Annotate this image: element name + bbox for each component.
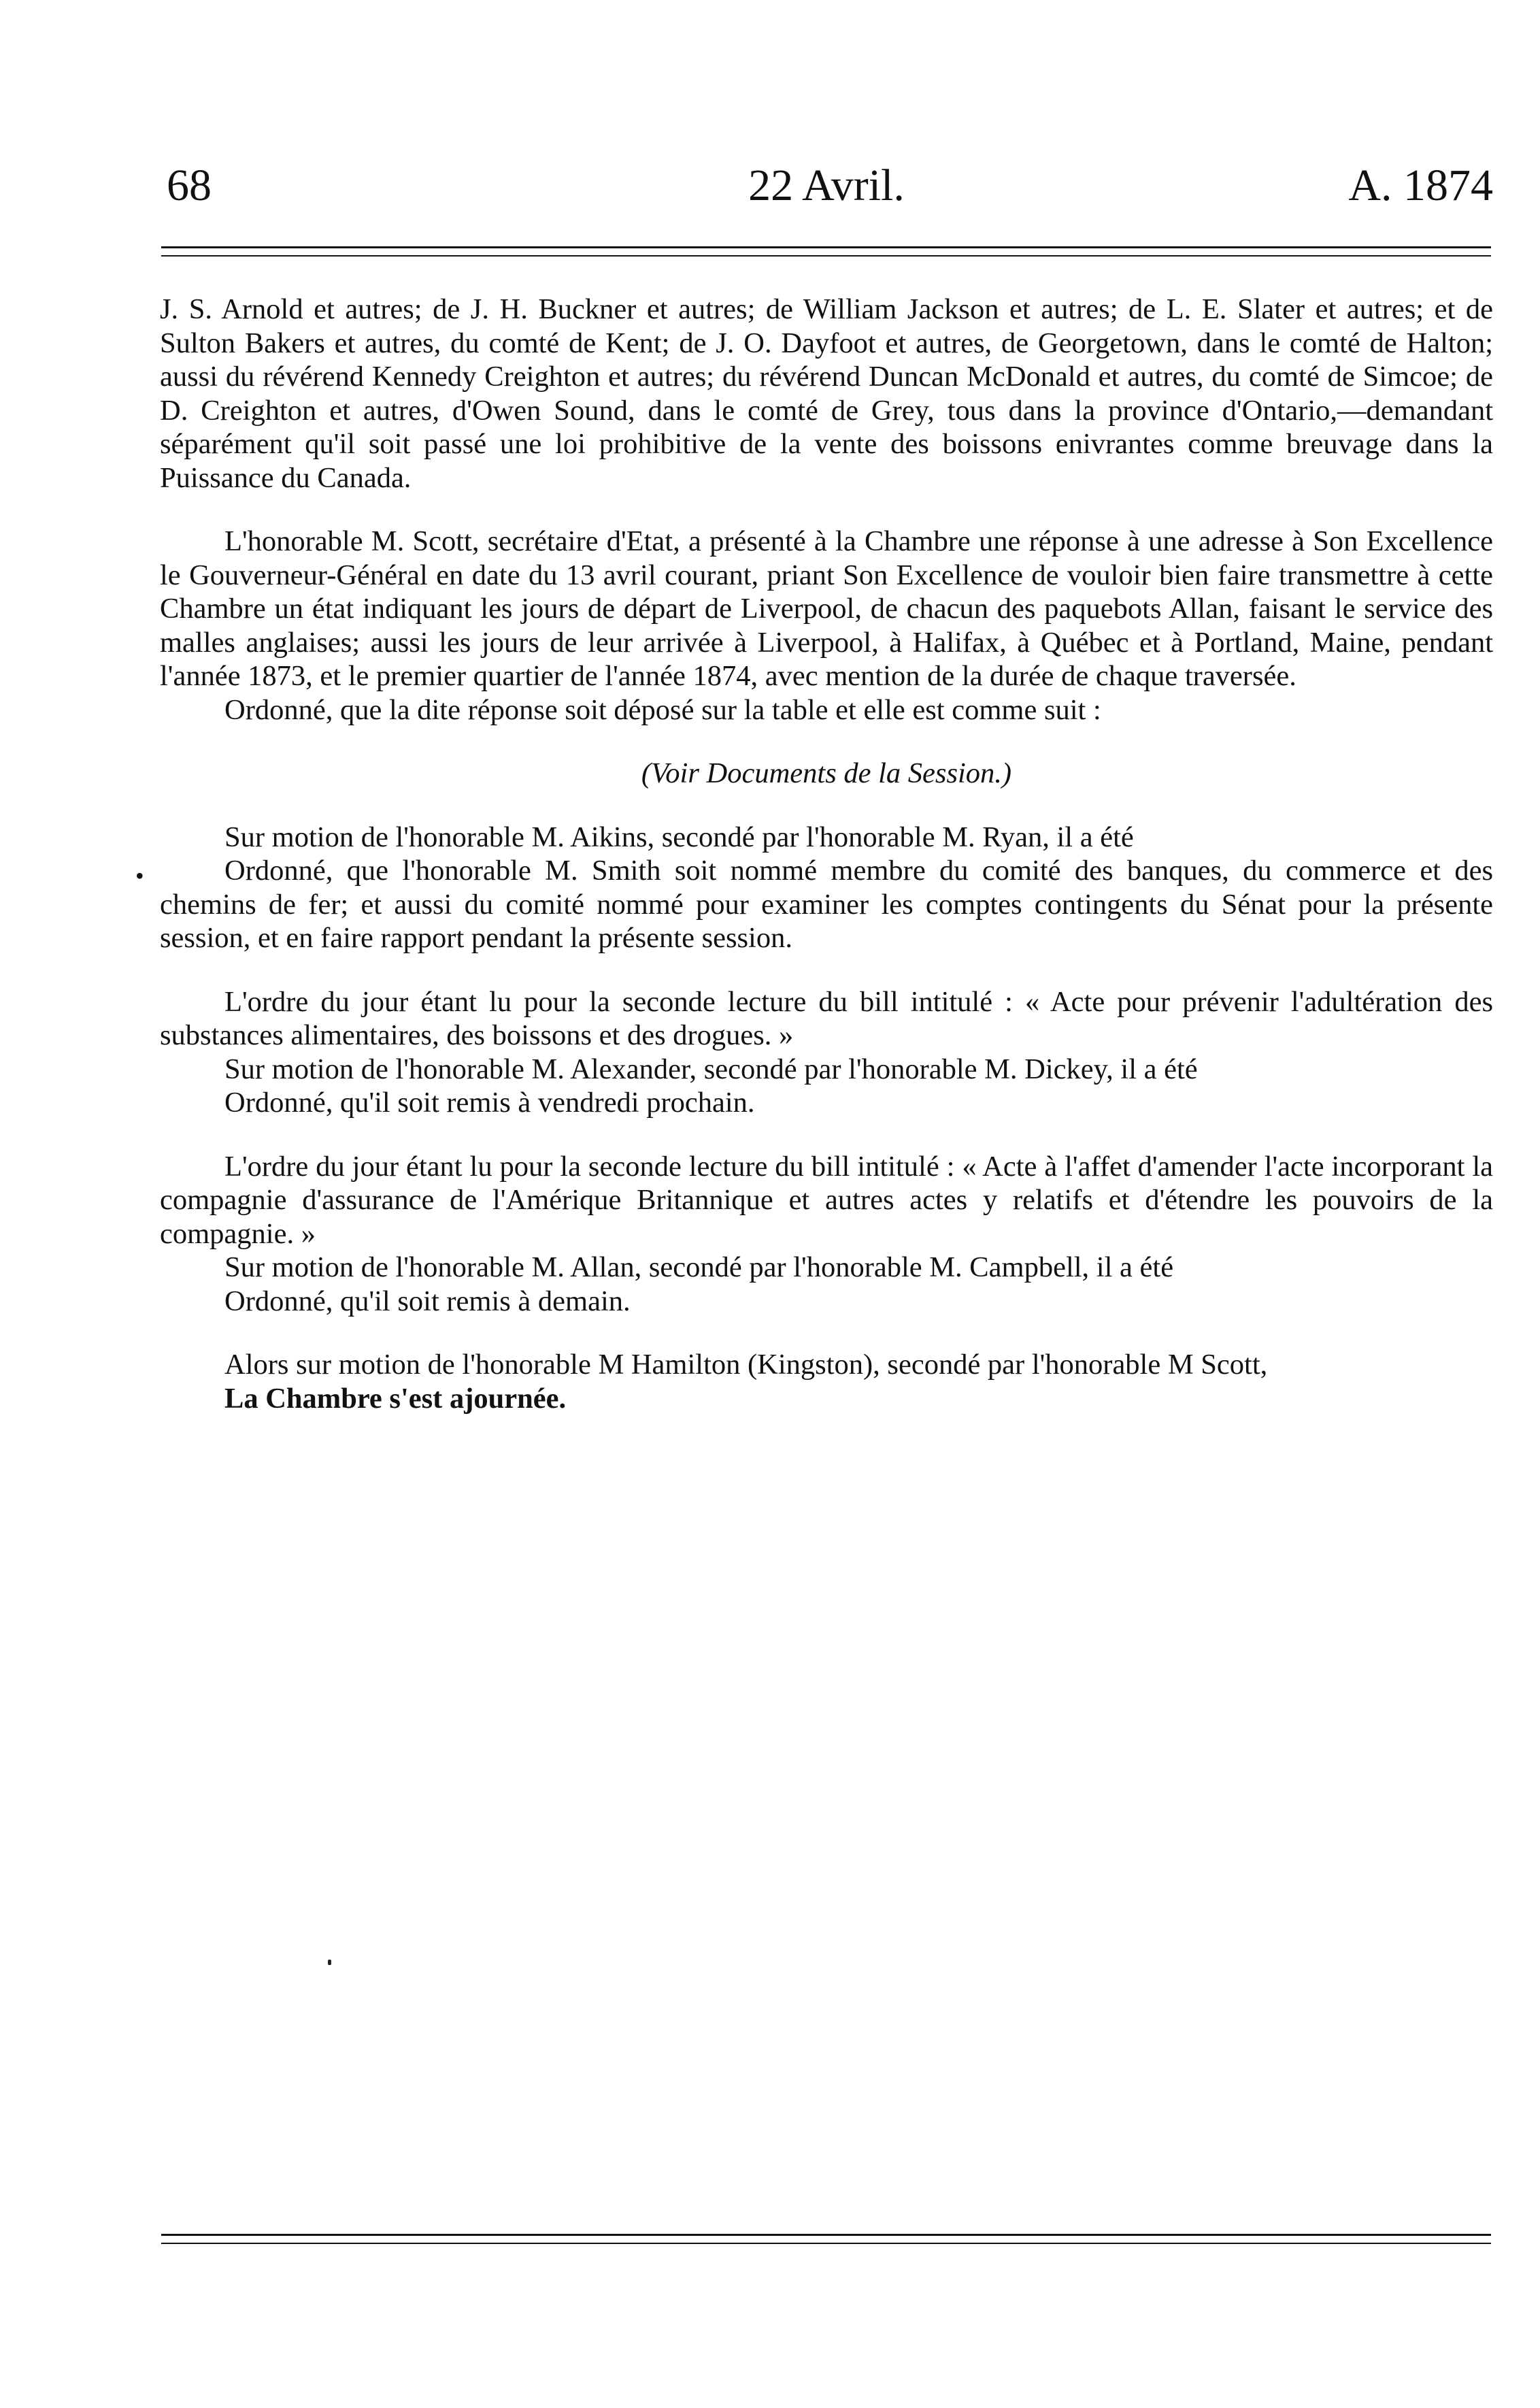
page-number: 68	[167, 161, 212, 210]
margin-dot: •	[135, 862, 144, 889]
allan-motion-line: Sur motion de l'honorable M. Allan, secondé par l'honorable M. Campbell, il a été	[224, 1251, 1174, 1283]
print-speck	[328, 1960, 331, 1965]
bill-insurance-paragraph: L'ordre du jour étant lu pour la seconde lecture du bill intitulé : « Acte à l'affet d'amender l'acte incorporant la compagnie d'assurance de l'Amérique Britannique et autres actes y relatifs et d'étendre les pouvoirs de la compagnie. »	[160, 1150, 1493, 1250]
aikins-motion-line: Sur motion de l'honorable M. Aikins, secondé par l'honorable M. Ryan, il a été	[224, 821, 1134, 853]
smith-committee-paragraph: Ordonné, que l'honorable M. Smith soit nommé membre du comité des banques, du commerce et des chemins de fer; et aussi du comité nommé pour examiner les comptes contingents du Sénat pour la présente session, et en faire rapport pendant la présente session.	[160, 855, 1493, 954]
chambre-ajournee-line: La Chambre s'est ajournée.	[224, 1382, 567, 1415]
header-double-rule	[161, 246, 1491, 257]
alexander-motion-line: Sur motion de l'honorable M. Alexander, secondé par l'honorable M. Dickey, il a été	[224, 1053, 1198, 1085]
demain-ordonne-line: Ordonné, qu'il soit remis à demain.	[224, 1285, 631, 1317]
page-date: 22 Avril.	[748, 161, 905, 210]
voir-documents-note: (Voir Documents de la Session.)	[641, 757, 1012, 789]
footer-double-rule	[161, 2234, 1491, 2244]
ordonne-deposit-paragraph: Ordonné, que la dite réponse soit déposé sur la table et elle est comme suit :	[224, 693, 1101, 726]
hamilton-adjournment-motion: Alors sur motion de l'honorable M Hamilton (Kingston), secondé par l'honorable M Scott,	[224, 1349, 1268, 1381]
page-year: A. 1874	[1348, 161, 1493, 210]
page-header	[160, 155, 1493, 216]
vendredi-ordonne-line: Ordonné, qu'il soit remis à vendredi prochain.	[224, 1087, 755, 1119]
petitions-paragraph: J. S. Arnold et autres; de J. H. Buckner et autres; de William Jackson et autres; de L. E. Slater et autres; et de Sulton Bakers et autres, du comté de Kent; de J. O. Dayfoot et autres, de Georgetown, dans le comté de Halton; aussi du révérend Kennedy Creighton et autres; du révérend Duncan McDonald et autres, du comté de Simcoe; de D. Creighton et autres, d'Owen Sound, dans le comté de Grey, tous dans la province d'Ontario,—demandant séparément qu'il soit passé une loi prohibitive de la vente des boissons enivrantes comme breuvage dans la Puissance du Canada.	[160, 293, 1493, 494]
document-body	[160, 293, 1493, 1415]
scott-response-paragraph: L'honorable M. Scott, secrétaire d'Etat, a présenté à la Chambre une réponse à une adresse à Son Excellence le Gouverneur-Général en date du 13 avril courant, priant Son Excellence de vouloir bien faire transmettre à cette Chambre un état indiquant les jours de départ de Liverpool, de chacun des paquebots Allan, faisant le service des malles anglaises; aussi les jours de leur arrivée à Liverpool, à Halifax, à Québec et à Portland, Maine, pendant l'année 1873, et le premier quartier de l'année 1874, avec mention de la durée de chaque traversée.	[160, 525, 1493, 692]
bill-adulteration-paragraph: L'ordre du jour étant lu pour la seconde lecture du bill intitulé : « Acte pour prévenir l'adultération des substances alimentaires, des boissons et des drogues. »	[160, 985, 1493, 1051]
